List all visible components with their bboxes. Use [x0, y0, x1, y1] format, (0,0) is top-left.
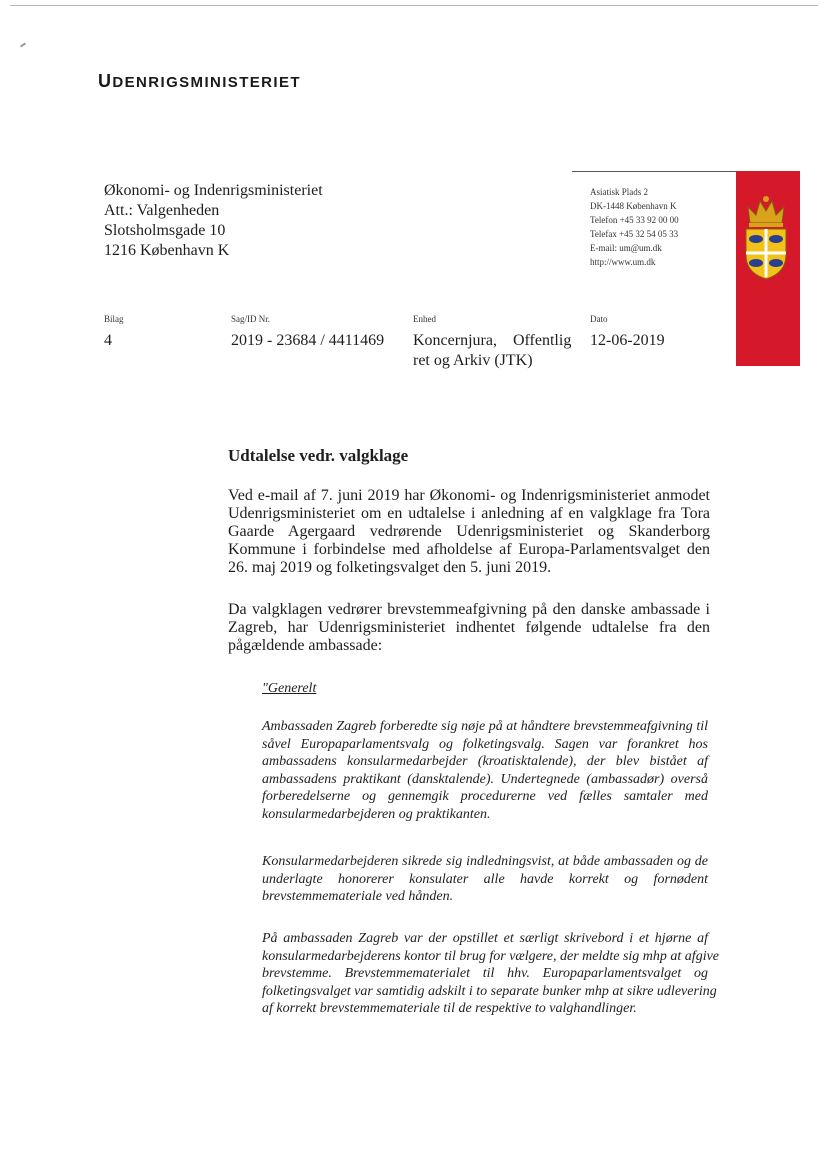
- text-line: Gaarde Agergaard vedrørende Udenrigsministeriet og Skanderborg: [228, 523, 710, 540]
- text-line: Ved e-mail af 7. juni 2019 har Økonomi- og Indenrigsministeriet anmodet: [228, 487, 710, 504]
- sender-rule: [572, 171, 736, 172]
- enhed-value: [413, 331, 571, 371]
- enhed-line: ret og Arkiv (JTK): [413, 352, 533, 369]
- sender-phone: Telefon +45 33 92 00 00: [590, 215, 679, 225]
- meta-bilag: [104, 314, 124, 351]
- text-line: pågældende ambassade:: [228, 637, 383, 654]
- sender-address: [590, 185, 679, 269]
- text-line: såvel Europaparlamentsvalg og folketingsvalg. Sagen var forankret hos: [262, 736, 708, 752]
- recipient-line: Att.: Valgenheden: [104, 202, 220, 219]
- text-line: brevstemme. Brevstemmematerialet til hhv. Europaparlamentsvalget og: [262, 966, 708, 981]
- ministry-rest: DENRIGSMINISTERIET: [112, 74, 301, 91]
- text-line: Da valgklagen vedrører brevstemmeafgivning på den danske ambassade i: [228, 601, 710, 618]
- sender-website: http://www.um.dk: [590, 257, 656, 267]
- sender-fax: Telefax +45 32 54 05 33: [590, 229, 679, 239]
- text-line: konsularmedarbejderen og praktikanten.: [262, 806, 491, 822]
- dato-value: 12-06-2019: [590, 332, 665, 349]
- meta-enhed: [413, 314, 571, 371]
- bilag-value: 4: [104, 332, 112, 349]
- recipient-line: Slotsholmsgade 10: [104, 222, 226, 239]
- sag-label: Sag/ID Nr.: [231, 314, 270, 324]
- enhed-line: Koncernjura, Offentlig: [413, 332, 572, 349]
- dato-label: Dato: [590, 314, 608, 324]
- text-line: 26. maj 2019 og folketingsvalget den 5. juni 2019.: [228, 559, 552, 576]
- quote-heading: "Generelt: [262, 681, 317, 696]
- scan-speck: [20, 42, 26, 47]
- sag-value: 2019 - 23684 / 4411469: [231, 332, 385, 349]
- text-line: underlagte honorerer konsulater alle havde korrekt og fornødent: [262, 871, 708, 887]
- text-line: forberedelserne og gennemgik procedurerne ved fælles samtaler med: [262, 789, 708, 804]
- text-line: På ambassaden Zagreb var der opstillet et særligt skrivebord i et hjørne af: [262, 931, 708, 946]
- sender-postcode: DK-1448 København K: [590, 201, 677, 211]
- sender-email: E-mail: um@um.dk: [590, 243, 662, 253]
- text-line: folketingsvalget var samtidig adskilt i to separate bunker mhp at sikre udlevering: [262, 983, 717, 999]
- recipient-address: [104, 181, 323, 261]
- enhed-label: Enhed: [413, 314, 436, 324]
- meta-sag: [231, 314, 384, 351]
- text-line: Konsularmedarbejderen sikrede sig indledningsvist, at både ambassaden og de: [262, 854, 708, 869]
- quote-paragraph-2: [262, 853, 708, 906]
- letter-subject: Udtalelse vedr. valgklage: [228, 446, 409, 465]
- sender-street: Asiatisk Plads 2: [590, 187, 649, 197]
- text-line: ambassadens praktikant (dansktalende). Undertegnede (ambassadør) overså: [262, 771, 708, 787]
- body-paragraph-2: [228, 601, 710, 655]
- body-paragraph-1: [228, 487, 710, 577]
- quote-paragraph-3: [262, 930, 720, 1018]
- quote-paragraph-1: [262, 718, 708, 823]
- bilag-label: Bilag: [104, 314, 124, 324]
- recipient-line: Økonomi- og Indenrigsministeriet: [104, 182, 323, 199]
- text-line: Ambassaden Zagreb forberedte sig nøje på at håndtere brevstemmeafgivning til: [262, 719, 708, 734]
- text-line: af korrekt brevstemmemateriale til de respektive to valghandlinger.: [262, 1001, 637, 1016]
- royal-coat-of-arms-icon: [740, 193, 792, 281]
- text-line: ambassadens konsularmedarbejder (kroatisktalende), der blev bistået af: [262, 754, 708, 769]
- meta-dato: [590, 314, 665, 351]
- text-line: Zagreb, har Udenrigsministeriet indhentet følgende udtalelse fra den: [228, 619, 710, 636]
- text-line: Udenrigsministeriet om en udtalelse i anledning af en valgklage fra Tora: [228, 505, 710, 522]
- text-line: konsularmedarbejderens kontor til brug for vælgere, der meldte sig mhp at afgive: [262, 948, 720, 964]
- top-rule: [10, 5, 818, 6]
- ministry-letterhead: [98, 71, 301, 92]
- recipient-line: 1216 København K: [104, 242, 230, 259]
- ministry-initial: U: [98, 71, 113, 91]
- text-line: Kommune i forbindelse med afholdelse af Europa-Parlamentsvalget den: [228, 541, 710, 558]
- text-line: brevstemmemateriale ved hånden.: [262, 889, 454, 904]
